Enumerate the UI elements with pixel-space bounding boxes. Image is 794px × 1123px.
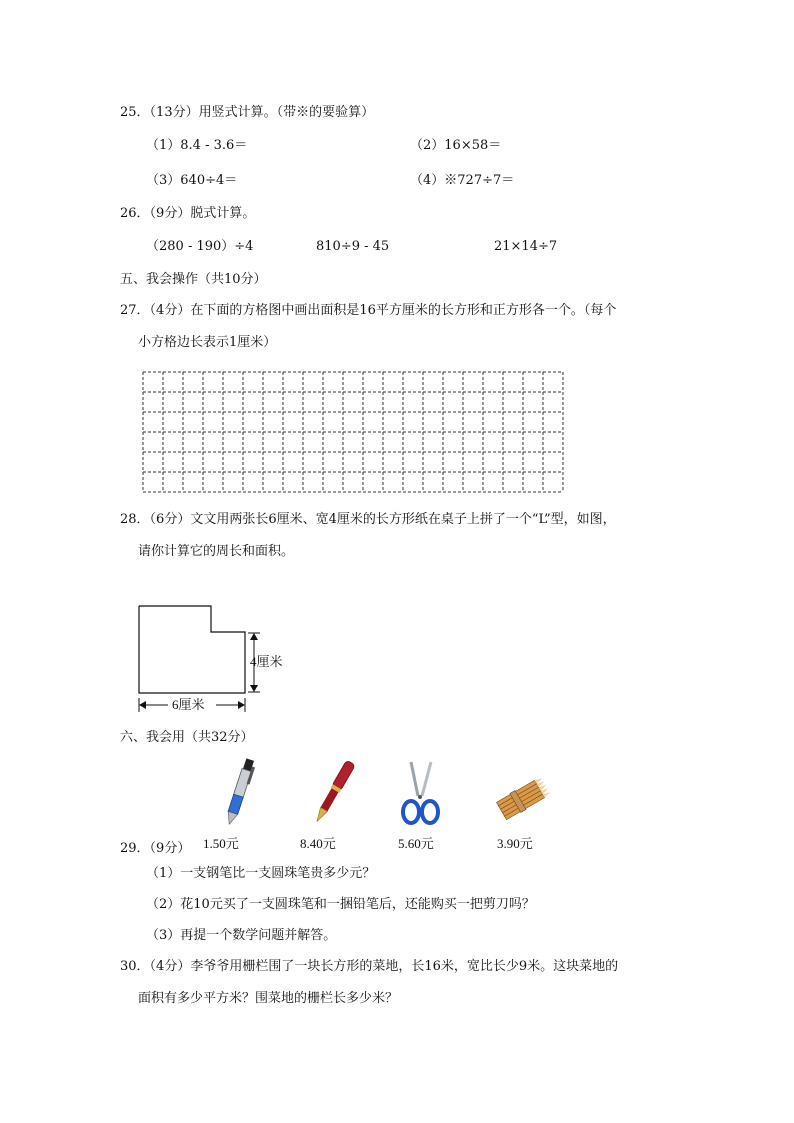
q28-line2: 请你计算它的周长和面积。: [138, 544, 295, 559]
q29-sub-3: （3）再提一个数学问题并解答。: [146, 928, 337, 943]
q25-item-4: （4）※727÷7＝: [410, 173, 515, 188]
q29-number: 29．（9分）: [120, 841, 191, 856]
arrow-head-right: [238, 701, 245, 709]
price-scissors: 5.60元: [398, 836, 434, 851]
q26-item-2: 810÷9 - 45: [316, 239, 390, 254]
square-grid: [141, 370, 567, 494]
q25-title: 25．（13分）用竖式计算。（带※的要验算）: [120, 105, 375, 120]
section5-heading: 五、我会操作（共10分）: [120, 272, 267, 287]
q27-line2: 小方格边长表示1厘米）: [138, 335, 277, 350]
q25-item-2: （2）16×58＝: [410, 138, 502, 153]
q26-title: 26．（9分）脱式计算。: [120, 206, 256, 221]
arrow-head-up: [250, 633, 258, 640]
q26-item-1: （280 - 190）÷4: [146, 239, 254, 254]
arrow-head-down: [250, 685, 258, 692]
q26-item-3: 21×14÷7: [494, 239, 558, 254]
q30-line1: 30．（4分）李爷爷用栅栏围了一块长方形的菜地，长16米，宽比长少9米。这块菜地的: [120, 959, 619, 974]
label-width: 6厘米: [172, 697, 205, 712]
l-shape-outline: [139, 606, 245, 693]
fountain-pen-icon: [310, 756, 358, 828]
pencil-bundle-icon: [494, 776, 554, 820]
q29-sub-1: （1）一支钢笔比一支圆珠笔贵多少元？: [146, 866, 376, 881]
q29-sub-2: （2）花10元买了一支圆珠笔和一捆铅笔后，还能购买一把剪刀吗？: [146, 897, 535, 912]
arrow-head-left: [139, 701, 146, 709]
price-pencils: 3.90元: [497, 836, 533, 851]
q28-line1: 28．（6分）文文用两张长6厘米、宽4厘米的长方形纸在桌子上拼了一个“L”型，如图，: [120, 512, 616, 527]
scissors-icon: [398, 760, 444, 826]
q25-item-3: （3）640÷4＝: [146, 173, 238, 188]
q25-item-1: （1）8.4 - 3.6＝: [146, 138, 248, 153]
price-ballpoint-pen: 1.50元: [203, 836, 239, 851]
price-fountain-pen: 8.40元: [300, 836, 336, 851]
q27-line1: 27．（4分）在下面的方格图中画出面积是16平方厘米的长方形和正方形各一个。（每个: [120, 303, 617, 318]
label-height: 4厘米: [250, 654, 283, 669]
section6-heading: 六、我会用（共32分）: [120, 730, 254, 745]
q30-line2: 面积有多少平方米？围菜地的栅栏长多少米？: [138, 991, 399, 1006]
ballpoint-pen-icon: [218, 754, 262, 828]
